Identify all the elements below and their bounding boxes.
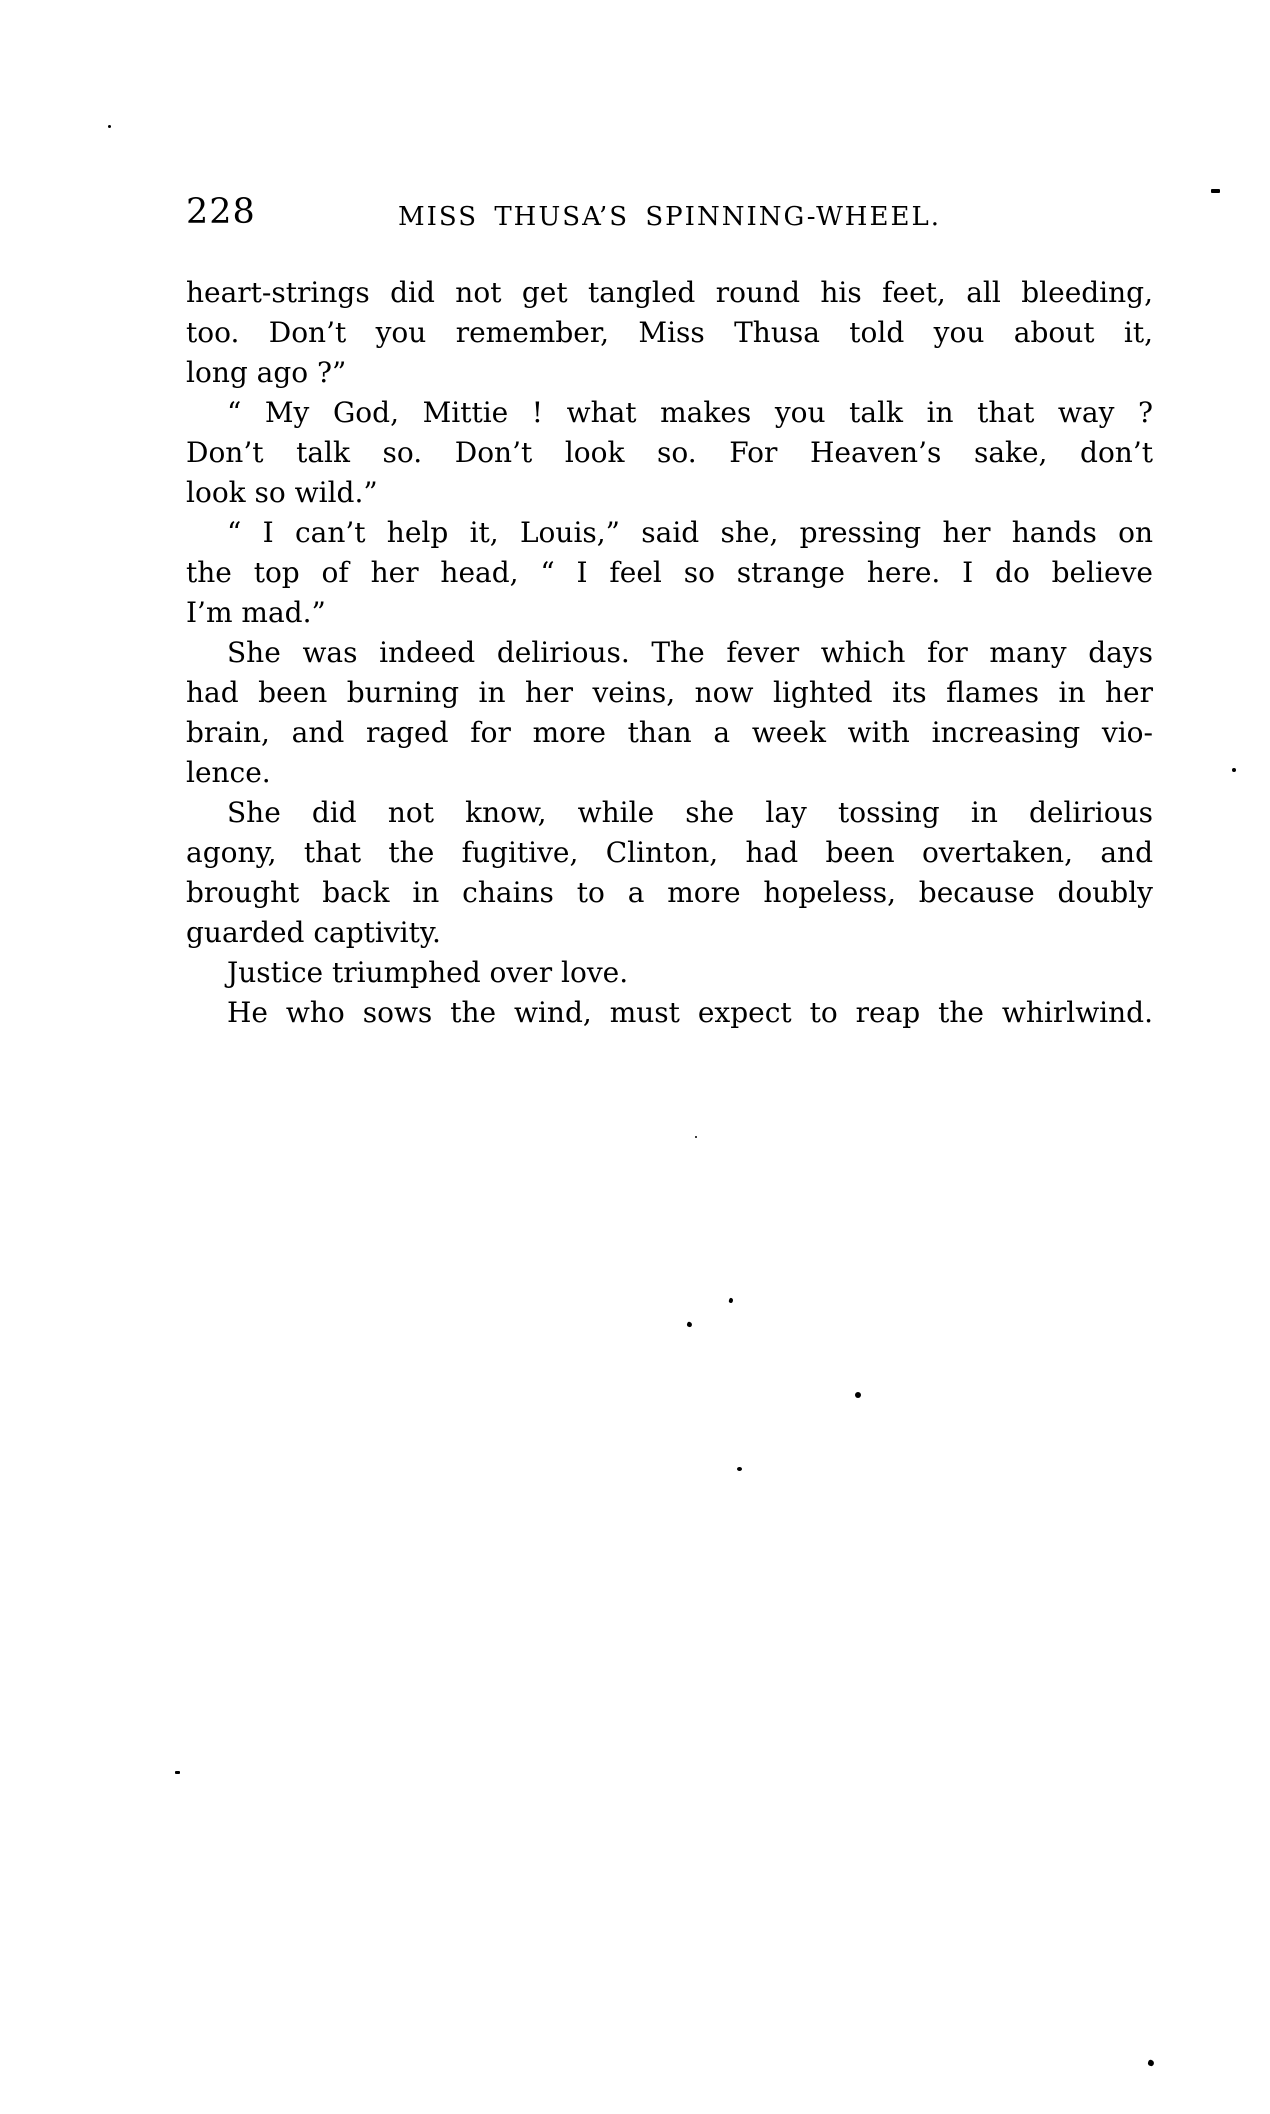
text-line: long ago ?” [186, 356, 347, 389]
paragraph [186, 953, 1153, 993]
ink-speck [175, 1771, 180, 1774]
paragraph [186, 513, 1153, 633]
text-line: I’m mad.” [186, 596, 326, 629]
ink-speck [855, 1392, 861, 1398]
ink-speck [695, 1136, 697, 1138]
text-line: brought back in chains to a more hopeless, because doubly [186, 876, 1153, 909]
text-line: brain, and raged for more than a week with increasing vio- [186, 716, 1153, 749]
ink-speck [108, 125, 111, 128]
paragraph [186, 393, 1153, 513]
text-line: guarded captivity. [186, 916, 441, 949]
text-line: heart-strings did not get tangled round his feet, all bleeding, [186, 276, 1153, 309]
body-text [186, 273, 1153, 1033]
text-line: “ I can’t help it, Louis,” said she, pressing her hands on [227, 516, 1153, 549]
ink-speck [737, 1467, 742, 1471]
paragraph [186, 273, 1153, 393]
paragraph [186, 793, 1153, 953]
paragraph [186, 633, 1153, 793]
text-line: too. Don’t you remember, Miss Thusa told you about it, [186, 316, 1153, 349]
running-header: MISS THUSA’S SPINNING-WHEEL. [398, 202, 941, 232]
text-line: Don’t talk so. Don’t look so. For Heaven’s sake, don’t [186, 436, 1153, 469]
ink-speck [1147, 2059, 1155, 2067]
text-line: look so wild.” [186, 476, 378, 509]
text-line: She did not know, while she lay tossing in delirious [227, 796, 1153, 829]
text-line: Justice triumphed over love. [227, 956, 629, 989]
text-line: agony, that the fugitive, Clinton, had been overtaken, and [186, 836, 1153, 869]
text-line: “ My God, Mittie ! what makes you talk in that way ? [227, 396, 1153, 429]
ink-speck [1211, 189, 1220, 193]
text-line: had been burning in her veins, now lighted its flames in her [186, 676, 1153, 709]
paragraph [186, 993, 1153, 1033]
text-line: He who sows the wind, must expect to reap the whirlwind. [227, 996, 1153, 1029]
text-line: lence. [186, 756, 271, 789]
ink-speck [1232, 768, 1236, 772]
text-line: the top of her head, “ I feel so strange here. I do believe [186, 556, 1153, 589]
page-number: 228 [186, 192, 256, 232]
ink-speck [728, 1297, 733, 1303]
text-line: She was indeed delirious. The fever which for many days [227, 636, 1153, 669]
ink-speck [686, 1321, 692, 1327]
